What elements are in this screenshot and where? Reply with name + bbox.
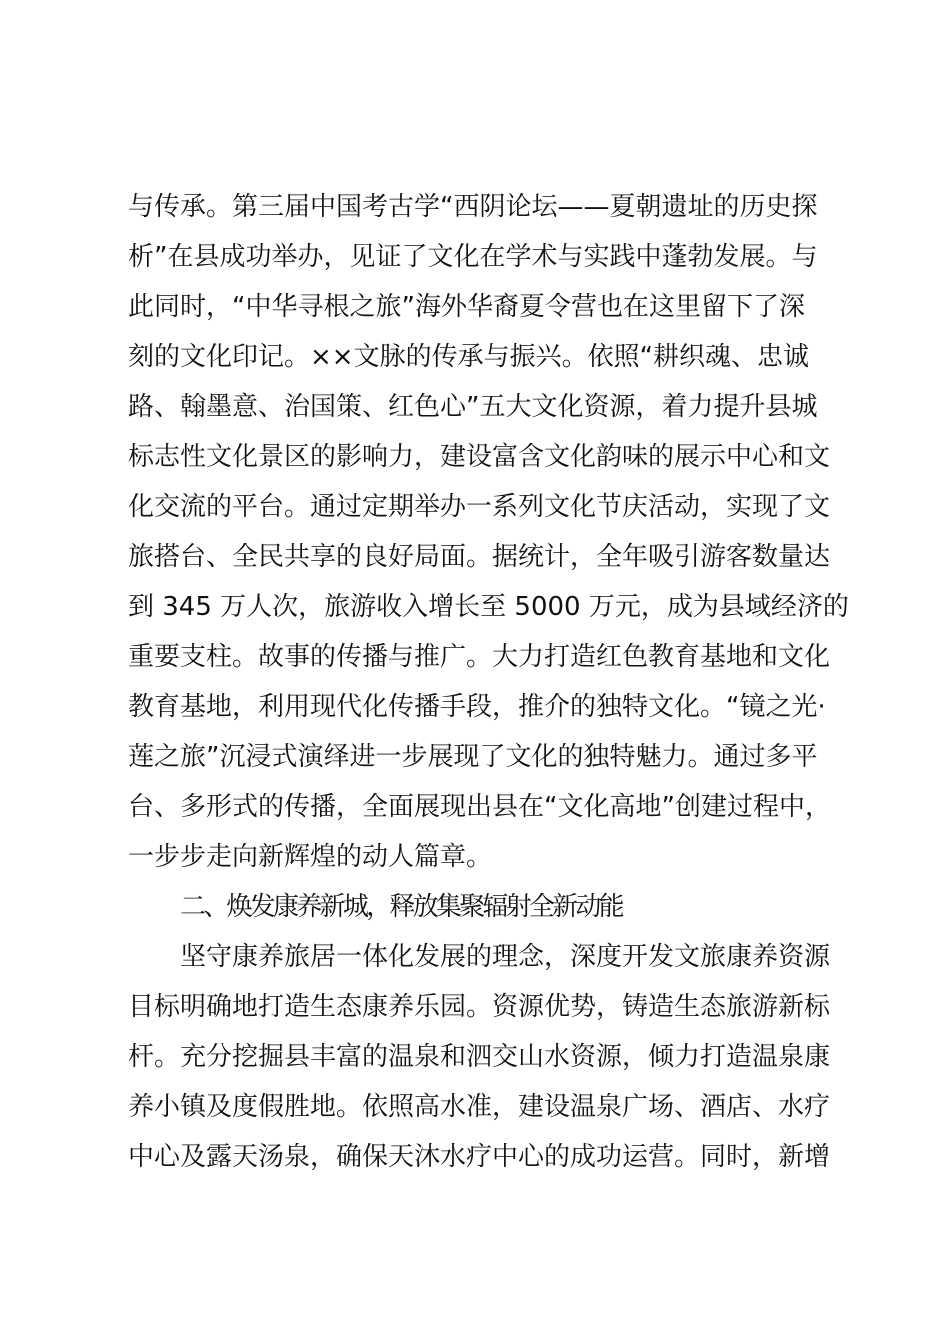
text-line: 重要支柱。故事的传播与推广。大力打造红色教育基地和文化 xyxy=(128,642,831,672)
text-line: 中心及露天汤泉，确保天沐水疗中心的成功运营。同时，新增 xyxy=(128,1142,831,1172)
text-line: 此同时，“中华寻根之旅”海外华裔夏令营也在这里留下了深 xyxy=(128,292,805,322)
text-line: 路、翰墨意、治国策、红色心”五大文化资源，着力提升县城 xyxy=(128,392,818,422)
text-line: 化交流的平台。通过定期举办一系列文化节庆活动，实现了文 xyxy=(128,492,831,522)
text-line: 教育基地，利用现代化传播手段，推介的独特文化。“镜之光· xyxy=(128,692,826,722)
section-heading: 二、焕发康养新城，释放集聚辐射全新动能 xyxy=(180,892,622,922)
text-line: 旅搭台、全民共享的良好局面。据统计，全年吸引游客数量达 xyxy=(128,542,831,572)
text-line: 坚守康养旅居一体化发展的理念，深度开发文旅康养资源 xyxy=(180,942,831,972)
text-line: 台、多形式的传播，全面展现出县在“文化高地”创建过程中， xyxy=(128,792,831,822)
paragraph-1 xyxy=(128,182,849,882)
text-line: 刻的文化印记。××文脉的传承与振兴。依照“耕织魂、忠诚 xyxy=(128,342,810,372)
text-line: 析”在县成功举办，见证了文化在学术与实践中蓬勃发展。与 xyxy=(128,242,818,272)
text-line: 莲之旅”沉浸式演绎进一步展现了文化的独特魅力。通过多平 xyxy=(128,742,818,772)
text-line: 到 345 万人次，旅游收入增长至 5000 万元，成为县域经济的 xyxy=(128,592,849,622)
document-body xyxy=(128,182,849,1182)
text-line: 目标明确地打造生态康养乐园。资源优势，铸造生态旅游新标 xyxy=(128,992,831,1022)
text-line: 杆。充分挖掘县丰富的温泉和泗交山水资源，倾力打造温泉康 xyxy=(128,1042,831,1072)
text-line: 标志性文化景区的影响力，建设富含文化韵味的展示中心和文 xyxy=(128,442,831,472)
text-line: 一步步走向新辉煌的动人篇章。 xyxy=(128,842,493,872)
text-line: 养小镇及度假胜地。依照高水准，建设温泉广场、酒店、水疗 xyxy=(128,1092,831,1122)
paragraph-2 xyxy=(128,932,833,1182)
text-line: 与传承。第三届中国考古学“西阴论坛——夏朝遗址的历史探 xyxy=(128,192,818,222)
